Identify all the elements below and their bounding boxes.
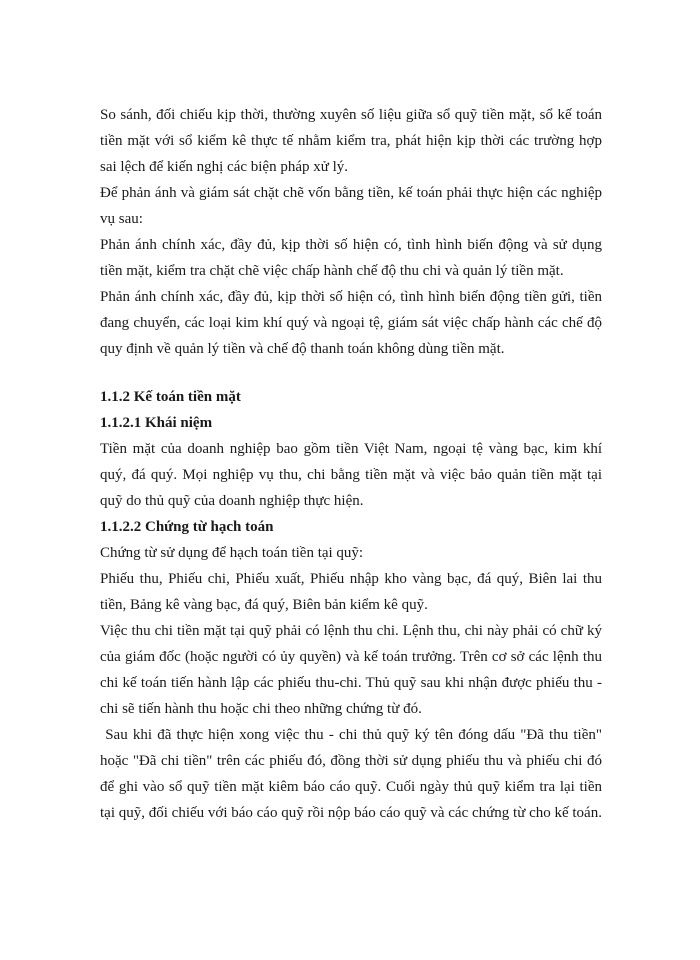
heading-vouchers: 1.1.2.2 Chứng từ hạch toán: [100, 519, 274, 535]
paragraph-cash-reflection: Phản ánh chính xác, đầy đủ, kịp thời số hiện có, tình hình biến động và sử dụng tiền mặt, kiểm tra chặt chẽ việc chấp hành chế độ thu chi và quản lý tiền mặt.: [100, 237, 602, 279]
paragraph-cashier-procedure: Sau khi đã thực hiện xong việc thu - chi thủ quỹ ký tên đóng dấu "Đã thu tiền" hoặc "Đã chi tiền" trên các phiếu đó, đồng thời sử dụng phiếu thu và phiếu chi đó để ghi vào sổ quỹ tiền mặt kiêm báo cáo quỹ. Cuối ngày thủ quỹ kiểm tra lại tiền tại quỹ, đối chiếu với báo cáo quỹ rồi nộp báo cáo quỹ và các chứng từ cho kế toán.: [100, 727, 606, 821]
heading-cash-accounting: 1.1.2 Kế toán tiền mặt: [100, 389, 241, 405]
heading-concept: 1.1.2.1 Khái niệm: [100, 415, 213, 431]
paragraph-voucher-list: Phiếu thu, Phiếu chi, Phiếu xuất, Phiếu nhập kho vàng bạc, đá quý, Biên lai thu tiền, Bảng kê vàng bạc, đá quý, Biên bản kiểm kê quỹ.: [100, 571, 602, 613]
paragraph-tasks-intro: Để phản ánh và giám sát chặt chẽ vốn bằng tiền, kế toán phải thực hiện các nghiệp vụ sau:: [100, 185, 602, 227]
document-page: [100, 102, 606, 826]
paragraph-collection-orders: Việc thu chi tiền mặt tại quỹ phải có lệnh thu chi. Lệnh thu, chi này phải có chữ ký của giám đốc (hoặc người có ủy quyền) và kế toán trưởng. Trên cơ sở các lệnh thu chi kế toán tiến hành lập các phiếu thu-chi. Thủ quỹ sau khi nhận được phiếu thu - chi sẽ tiến hành thu hoặc chi theo những chứng từ đó.: [100, 623, 602, 717]
paragraph-concept: Tiền mặt của doanh nghiệp bao gồm tiền Việt Nam, ngoại tệ vàng bạc, kim khí quý, đá quý. Mọi nghiệp vụ thu, chi bằng tiền mặt và việc bảo quản tiền mặt tại quỹ do thủ quỹ của doanh nghiệp thực hiện.: [100, 441, 602, 509]
section-spacer: [100, 362, 602, 384]
paragraph-vouchers-intro: Chứng từ sử dụng để hạch toán tiền tại quỹ:: [100, 545, 364, 561]
paragraph-compare-records: So sánh, đối chiếu kịp thời, thường xuyên số liệu giữa sổ quỹ tiền mặt, sổ kế toán tiền mặt với sổ kiểm kê thực tế nhằm kiểm tra, phát hiện kịp thời các trường hợp sai lệch để kiến nghị các biện pháp xử lý.: [100, 107, 602, 175]
paragraph-deposit-reflection: Phản ánh chính xác, đầy đủ, kịp thời số hiện có, tình hình biến động tiền gửi, tiền đang chuyển, các loại kim khí quý và ngoại tệ, giám sát việc chấp hành các chế độ quy định về quản lý tiền và chế độ thanh toán không dùng tiền mặt.: [100, 289, 602, 357]
